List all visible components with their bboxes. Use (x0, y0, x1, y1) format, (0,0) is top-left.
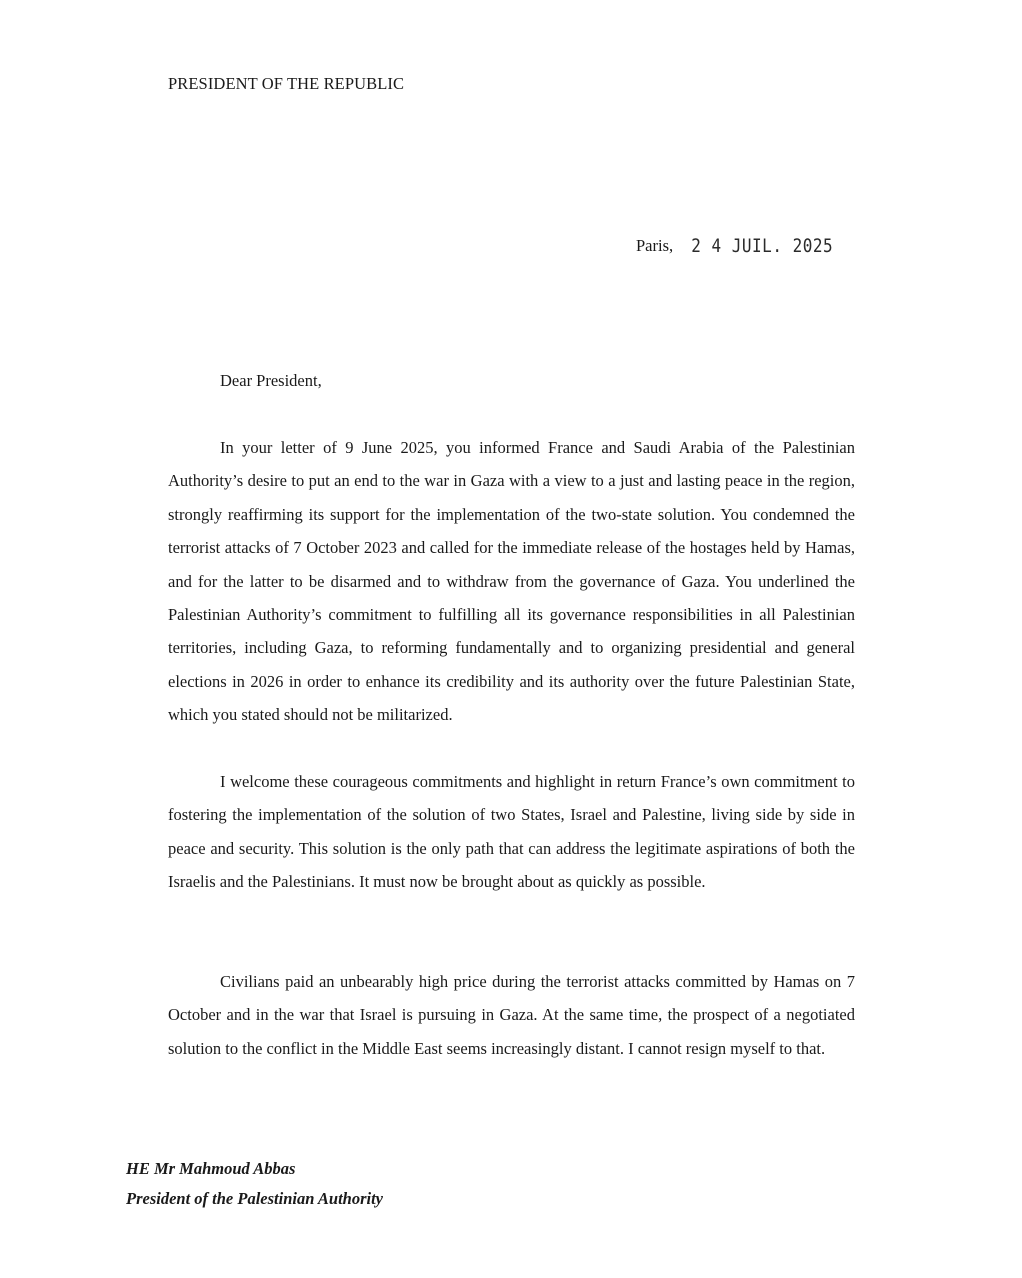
addressee-name: HE Mr Mahmoud Abbas (126, 1159, 296, 1178)
place-label: Paris, (636, 236, 674, 255)
addressee-title: President of the Palestinian Authority (126, 1189, 383, 1208)
date-stamp: 2 4 JUIL. 2025 (691, 234, 834, 257)
salutation: Dear President, (220, 371, 322, 390)
dateline (636, 236, 833, 256)
body-paragraph-1: In your letter of 9 June 2025, you informed France and Saudi Arabia of the Palestinian Authority’s desire to put an end to the war in Gaza with a view to a just and lasting peace in the region, strongly reaffirming its support for the implementation of the two-state solution. You condemned the terrorist attacks of 7 October 2023 and called for the immediate release of the hostages held by Hamas, and for the latter to be disarmed and to withdraw from the governance of Gaza. You underlined the Palestinian Authority’s commitment to fulfilling all its governance responsibilities in all Palestinian territories, including Gaza, to reforming fundamentally and to organizing presidential and general elections in 2026 in order to enhance its credibility and its authority over the future Palestinian State, which you stated should not be militarized. (168, 438, 855, 725)
addressee-block (126, 1154, 383, 1214)
body-paragraph-3: Civilians paid an unbearably high price during the terrorist attacks committed by Hamas on 7 October and in the war that Israel is pursuing in Gaza. At the same time, the prospect of a negotiated solution to the conflict in the Middle East seems increasingly distant. I cannot resign myself to that. (168, 972, 855, 1058)
body-paragraph-2: I welcome these courageous commitments and highlight in return France’s own commitment to fostering the implementation of the solution of two States, Israel and Palestine, living side by side in peace and security. This solution is the only path that can address the legitimate aspirations of both the Israelis and the Palestinians. It must now be brought about as quickly as possible. (168, 772, 855, 892)
letterhead: PRESIDENT OF THE REPUBLIC (168, 74, 405, 93)
